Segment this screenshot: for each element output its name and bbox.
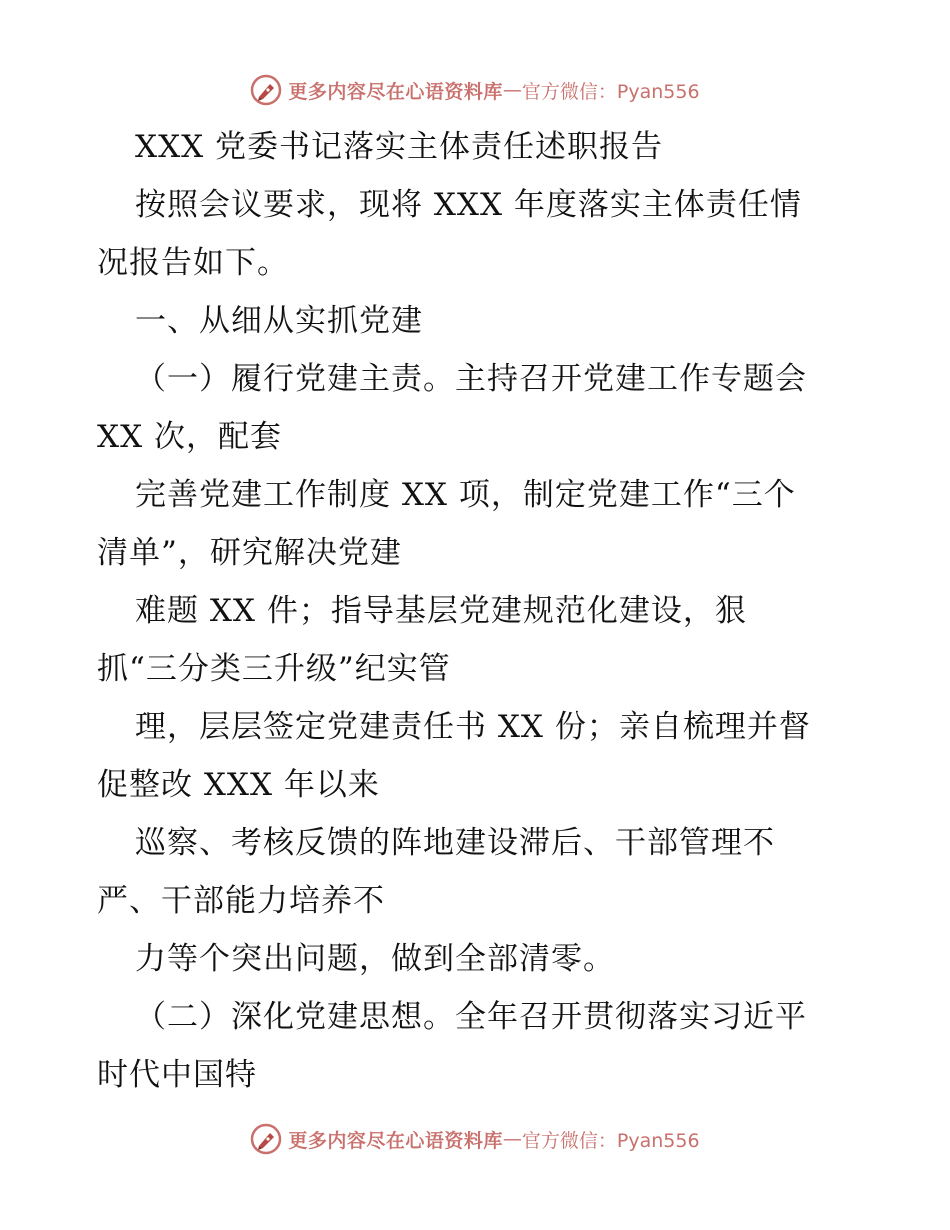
watermark-main-text: 更多内容尽在心语资料库 [288,1129,503,1152]
paragraph-line: 巡察、考核反馈的阵地建设滞后、干部管理不 [135,825,775,861]
paragraph-line: 严、干部能力培养不 [97,883,385,919]
document-title: XXX 党委书记落实主体责任述职报告 [135,129,664,165]
watermark-sub-text: 官方微信：Pyan556 [521,80,700,103]
paragraph-line: 抓“三分类三升级”纪实管 [97,651,451,687]
paragraph-line: （一）履行党建主责。主持召开党建工作专题会 [135,361,807,397]
paragraph-line: 时代中国特 [97,1057,257,1093]
paragraph-line: 清单”，研究解决党建 [97,535,402,571]
header-watermark [0,72,950,108]
section-heading: 一、从细从实抓党建 [135,303,423,339]
paragraph-line: 促整改 XXX 年以来 [97,767,380,803]
paragraph-line: 力等个突出问题，做到全部清零。 [135,941,615,977]
footer-watermark [0,1121,950,1157]
paragraph-line: 理，层层签定党建责任书 XX 份；亲自梳理并督 [135,709,811,745]
watermark-main-text: 更多内容尽在心语资料库 [288,80,503,103]
paragraph-line: （二）深化党建思想。全年召开贯彻落实习近平 [135,999,807,1035]
paragraph-line: 难题 XX 件；指导基层党建规范化建设，狠 [135,593,747,629]
paragraph-line: 况报告如下。 [97,245,289,281]
paragraph-line: 完善党建工作制度 XX 项，制定党建工作“三个 [135,477,796,513]
paragraph-line: XX 次，配套 [97,419,282,455]
watermark-dash: — [502,1128,522,1150]
pen-nib-logo-icon [250,1123,282,1155]
pen-nib-logo-icon [250,74,282,106]
watermark-sub-text: 官方微信：Pyan556 [521,1129,700,1152]
watermark-dash: — [502,79,522,101]
paragraph-line: 按照会议要求，现将 XXX 年度落实主体责任情 [135,187,802,223]
